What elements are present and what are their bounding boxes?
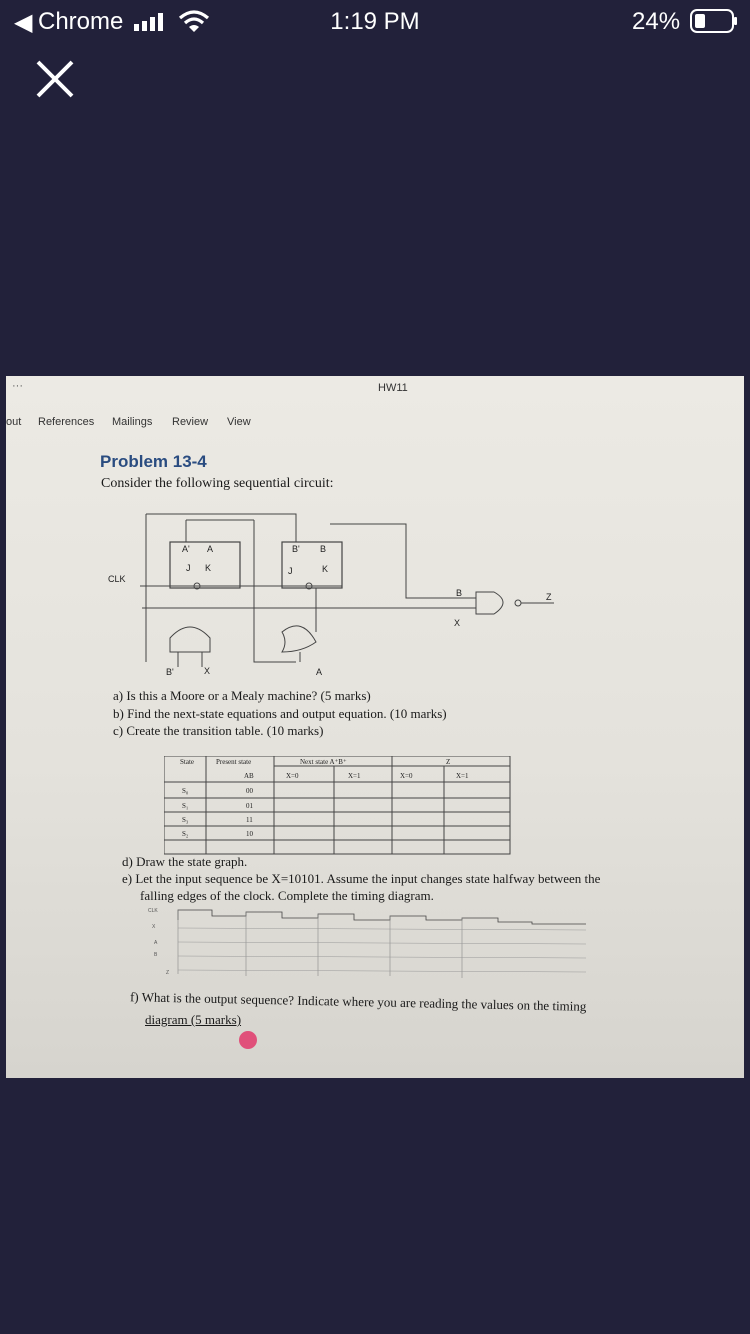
question-d: d) Draw the state graph. — [122, 854, 248, 869]
th-next-state: Next state A⁺B⁺ — [300, 758, 347, 766]
th-z-x1: X=1 — [456, 772, 469, 780]
ff-b-label: B — [320, 544, 327, 554]
th-z-x0: X=0 — [400, 772, 413, 780]
problem-title: Problem 13-4 — [100, 452, 207, 471]
th-z: Z — [446, 758, 451, 766]
th-ns-x0: X=0 — [286, 772, 299, 780]
ff-a-label: A — [207, 544, 214, 554]
document-title[interactable]: HW11 — [378, 382, 408, 394]
and-x-label: X — [204, 666, 211, 676]
ff-ja-label: J — [186, 563, 191, 573]
row-state: S₀ — [182, 787, 189, 795]
close-icon[interactable] — [34, 58, 76, 100]
row-state: S₃ — [182, 816, 189, 824]
battery-percent: 24% — [632, 8, 681, 35]
nand-x-label: X — [454, 618, 461, 628]
ff-kb-label: K — [322, 564, 329, 574]
th-ab: AB — [244, 772, 254, 780]
more-dots-icon: ··· — [12, 380, 23, 392]
or-a-label: A — [316, 667, 323, 677]
nand-b-label: B — [456, 588, 463, 598]
status-bar — [0, 0, 750, 40]
ff-a-prime-label: A' — [182, 544, 190, 554]
battery-icon — [690, 8, 738, 34]
ff-b-prime-label: B' — [292, 544, 300, 554]
timing-z-label: Z — [166, 970, 170, 976]
question-e: e) Let the input sequence be X=10101. Assume the input changes state halfway between the — [122, 871, 601, 886]
row-ab: 11 — [246, 816, 253, 824]
ribbon-tab-review[interactable]: Review — [172, 416, 209, 428]
row-ab: 01 — [246, 802, 253, 810]
question-e-cont: falling edges of the clock. Complete the timing diagram. — [140, 888, 434, 903]
ribbon-tab-layout[interactable]: out — [6, 416, 22, 428]
and-b-prime-label: B' — [166, 667, 174, 677]
pin-button[interactable] — [239, 1031, 257, 1049]
timing-diagram — [142, 904, 592, 984]
row-state: S₂ — [182, 830, 189, 838]
ribbon-tab-view[interactable]: View — [227, 416, 251, 428]
question-c: c) Create the transition table. (10 marks) — [113, 723, 324, 738]
z-output-label: Z — [546, 592, 552, 602]
row-ab: 10 — [246, 830, 253, 838]
timing-x-label: X — [152, 924, 156, 930]
timing-a-label: A — [154, 940, 158, 946]
timing-clk-label: CLK — [148, 908, 158, 914]
clock-time: 1:19 PM — [330, 8, 420, 35]
row-state: S₁ — [182, 802, 189, 810]
ribbon-tab-references[interactable]: References — [38, 416, 95, 428]
question-b: b) Find the next-state equations and output equation. (10 marks) — [113, 706, 447, 721]
question-f: f) What is the output sequence? Indicate where you are reading the values on the timing — [129, 989, 587, 1014]
transition-table — [164, 756, 514, 856]
back-app-label[interactable]: Chrome — [38, 8, 124, 35]
timing-b-label: B — [154, 952, 158, 958]
th-state: State — [180, 758, 194, 766]
ff-ka-label: K — [205, 563, 212, 573]
row-ab: 00 — [246, 787, 253, 795]
th-present-state: Present state — [216, 758, 252, 766]
question-a: a) Is this a Moore or a Mealy machine? (5 marks) — [113, 688, 371, 703]
circuit-diagram — [6, 502, 744, 682]
document-photo — [6, 376, 744, 1078]
problem-intro: Consider the following sequential circuit: — [101, 476, 334, 491]
back-arrow-icon[interactable]: ◀ — [14, 9, 33, 36]
ribbon-tab-mailings[interactable]: Mailings — [112, 416, 153, 428]
ff-jb-label: J — [288, 566, 293, 576]
th-ns-x1: X=1 — [348, 772, 361, 780]
question-f-cont: diagram (5 marks) — [145, 1012, 242, 1027]
clk-label: CLK — [108, 574, 126, 584]
